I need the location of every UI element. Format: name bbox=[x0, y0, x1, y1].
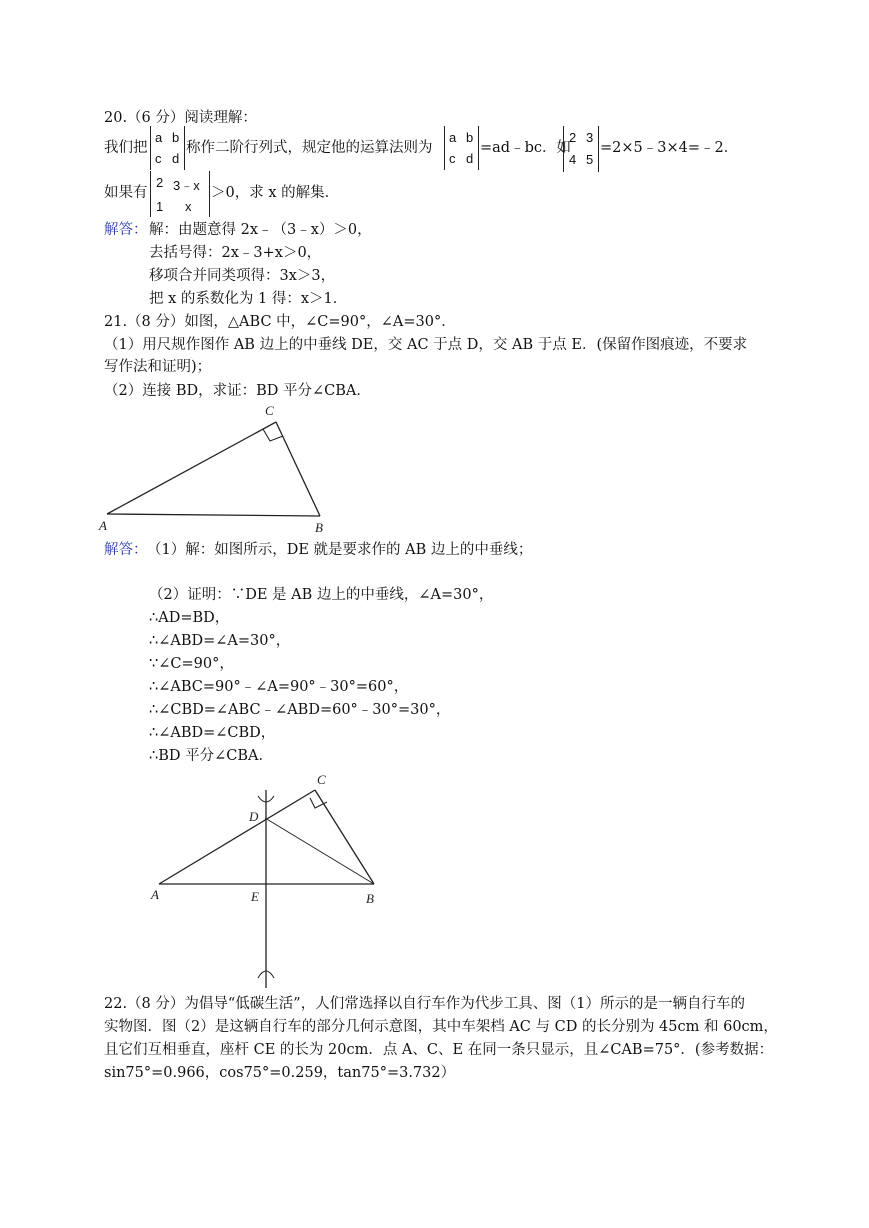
proof-line: ∴AD=BD， bbox=[149, 610, 230, 626]
answer-label: 解答： bbox=[104, 222, 148, 238]
determinant-question bbox=[150, 171, 210, 217]
label-b: B bbox=[315, 520, 323, 535]
side-ac bbox=[107, 422, 276, 514]
label-c: C bbox=[265, 403, 274, 418]
q22-line: 22.（8 分）为倡导“低碳生活”，人们常选择以自行车作为代步工具、图（1）所示的是一辆自行车的 bbox=[104, 996, 745, 1012]
triangle-figure-1 bbox=[95, 398, 345, 538]
label-e: E bbox=[251, 889, 259, 904]
det-entry: 3 bbox=[586, 130, 594, 145]
q20-header: 20.（6 分）阅读理解： bbox=[104, 110, 257, 126]
answer-line: 解：由题意得 2x﹣（3﹣x）＞0， bbox=[149, 222, 372, 238]
determinant-abcd bbox=[150, 126, 185, 170]
label-a: A bbox=[99, 518, 107, 533]
det-entry: 1 bbox=[156, 199, 164, 214]
triangle-figure-2 bbox=[145, 770, 395, 992]
determinant-rule bbox=[444, 126, 479, 170]
det-entry: c bbox=[449, 151, 456, 166]
label-d: D bbox=[249, 809, 259, 824]
det-entry: 3﹣x bbox=[173, 178, 200, 193]
det-entry: d bbox=[172, 151, 180, 166]
det-entry: a bbox=[449, 130, 457, 145]
q20-line2-post: ＞0，求 x 的解集． bbox=[211, 185, 340, 201]
q22-line: 且它们互相垂直，座杆 CE 的长为 20cm．点 A、C、E 在同一条只显示，且∠CAB=75°．(参考数据： bbox=[104, 1042, 774, 1058]
q21-part2: （2）连接 BD，求证：BD 平分∠CBA． bbox=[104, 383, 371, 399]
det-entry: b bbox=[466, 130, 474, 145]
q20-line1-rule: =ad﹣bc．如 bbox=[480, 140, 571, 156]
q20-line2-pre: 如果有 bbox=[104, 185, 148, 201]
proof-line: （2）证明：∵DE 是 AB 边上的中垂线，∠A=30°， bbox=[149, 587, 494, 603]
proof-line: ∴∠ABD=∠A=30°， bbox=[149, 633, 291, 649]
label-a: A bbox=[151, 887, 159, 902]
segment-bd bbox=[265, 818, 374, 884]
answer-label: 解答： bbox=[104, 542, 148, 558]
det-entry: 2 bbox=[156, 175, 164, 190]
q21-header: 21.（8 分）如图，△ABC 中，∠C=90°，∠A=30°． bbox=[104, 314, 456, 330]
q22-line: 实物图．图（2）是这辆自行车的部分几何示意图，其中车架档 AC 与 CD 的长分别为 45cm 和 60cm， bbox=[104, 1019, 778, 1035]
det-entry: b bbox=[172, 130, 180, 145]
q22-line: sin75°=0.966，cos75°=0.259，tan75°=3.732） bbox=[104, 1065, 456, 1081]
proof-line: ∵∠C=90°， bbox=[149, 656, 234, 672]
det-entry: 4 bbox=[569, 152, 577, 167]
det-entry: 2 bbox=[569, 130, 577, 145]
answer-line: 去括号得：2x﹣3+x＞0， bbox=[149, 245, 322, 261]
det-entry: c bbox=[155, 151, 162, 166]
answer-line: （1）解：如图所示，DE 就是要求作的 AB 边上的中垂线； bbox=[147, 542, 533, 558]
proof-line: ∴∠ABD=∠CBD， bbox=[149, 725, 276, 741]
proof-line: ∴∠CBD=∠ABC﹣∠ABD=60°﹣30°=30°， bbox=[149, 702, 451, 718]
right-angle-mark bbox=[310, 798, 327, 808]
q20-line1-pre: 我们把 bbox=[104, 140, 148, 156]
label-c: C bbox=[317, 772, 326, 787]
proof-line: ∴∠ABC=90°﹣∠A=90°﹣30°=60°， bbox=[149, 679, 409, 695]
det-entry: a bbox=[155, 130, 163, 145]
answer-line: 移项合并同类项得：3x＞3， bbox=[149, 268, 336, 284]
label-b: B bbox=[366, 891, 374, 906]
proof-line: ∴BD 平分∠CBA． bbox=[149, 748, 273, 764]
det-entry: x bbox=[185, 199, 192, 214]
q20-line1-mid: 称作二阶行列式，规定他的运算法则为 bbox=[186, 140, 433, 156]
side-ab bbox=[107, 514, 320, 516]
det-entry: 5 bbox=[586, 152, 594, 167]
det-entry: d bbox=[466, 151, 474, 166]
q21-part1-cont: 写作法和证明)； bbox=[104, 359, 212, 375]
determinant-example bbox=[563, 126, 599, 172]
q20-line1-example: =2×5﹣3×4=﹣2． bbox=[600, 140, 739, 156]
q21-part1: （1）用尺规作图作 AB 边上的中垂线 DE，交 AC 于点 D，交 AB 于点 E．(保留作图痕迹，不要求 bbox=[104, 337, 748, 353]
answer-line: 把 x 的系数化为 1 得：x＞1． bbox=[149, 291, 348, 307]
side-ac bbox=[159, 790, 315, 884]
